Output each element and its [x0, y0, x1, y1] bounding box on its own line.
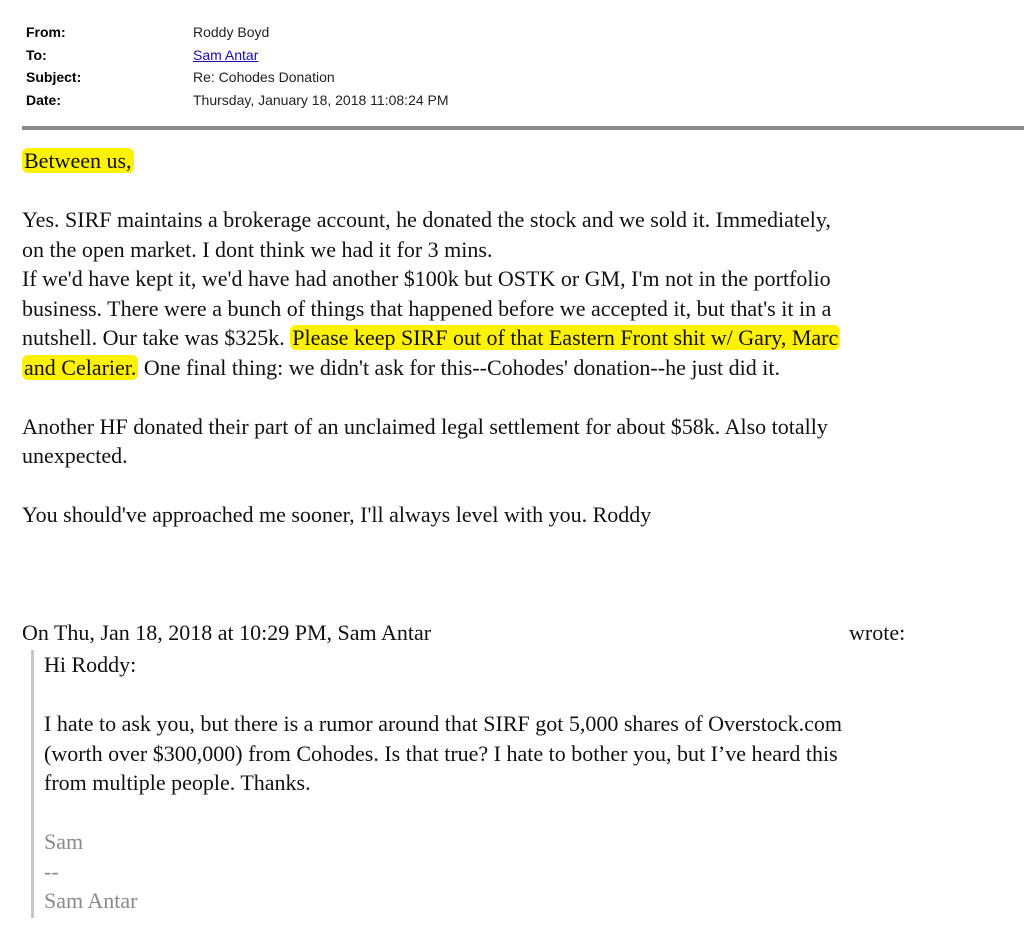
- spacer: [44, 798, 1014, 828]
- from-label: From:: [26, 24, 66, 40]
- subject-label: Subject:: [26, 69, 82, 85]
- plain-text: nutshell. Our take was $325k.: [22, 325, 291, 350]
- paragraph-line: Yes. SIRF maintains a brokerage account, he donated the stock and we sold it. Immediately,: [22, 207, 831, 232]
- signature-separator: --: [44, 858, 59, 884]
- highlighted-text: Please keep SIRF out of that Eastern Front shit w/ Gary, Marc: [292, 325, 839, 350]
- quote-attribution: On Thu, Jan 18, 2018 at 10:29 PM, Sam Antar: [22, 620, 432, 645]
- highlighted-text: and Celarier.: [24, 354, 137, 380]
- paragraph-line: [22, 353, 1022, 383]
- quoted-line: (worth over $300,000) from Cohodes. Is that true? I hate to bother you, but I’ve heard this: [44, 740, 838, 766]
- from-value: Roddy Boyd: [193, 24, 270, 40]
- plain-text: One final thing: we didn't ask for this--Cohodes' donation--he just did it.: [138, 354, 780, 380]
- paragraph-line: You should've approached me sooner, I'll always level with you. Roddy: [22, 502, 652, 527]
- date-label: Date:: [26, 91, 62, 108]
- paragraph-line: Another HF donated their part of an unclaimed legal settlement for about $58k. Also totally: [22, 413, 828, 439]
- subject-value: Re: Cohodes Donation: [193, 69, 335, 85]
- paragraph-line: business. There were a bunch of things that happened before we accepted it, but that's it in a: [22, 295, 832, 321]
- paragraph-line: unexpected.: [22, 443, 128, 468]
- greeting-highlight: Between us,: [24, 148, 132, 173]
- message-body: [22, 146, 1022, 530]
- to-label: To:: [26, 46, 47, 63]
- date-value: Thursday, January 18, 2018 11:08:24 PM: [193, 91, 449, 108]
- quoted-line: I hate to ask you, but there is a rumor around that SIRF got 5,000 shares of Overstock.com: [44, 711, 842, 736]
- greeting: [22, 146, 1022, 176]
- spacer: [22, 471, 1022, 501]
- spacer: [22, 176, 1022, 206]
- paragraph-line: If we'd have kept it, we'd have had another $100k but OSTK or GM, I'm not in the portfolio: [22, 266, 831, 291]
- signature-name: Sam: [44, 829, 84, 854]
- spacer: [22, 382, 1022, 412]
- signature-full-name: Sam Antar: [44, 888, 138, 913]
- quoted-line: from multiple people. Thanks.: [44, 770, 311, 795]
- spacer: [44, 680, 1014, 710]
- quoted-greeting: Hi Roddy:: [44, 652, 137, 677]
- paragraph-line: [22, 323, 1022, 353]
- quoted-message: [31, 650, 1019, 918]
- paragraph-line: on the open market. I dont think we had it for 3 mins.: [22, 236, 493, 262]
- header-divider: [22, 126, 1024, 130]
- to-recipient-link[interactable]: Sam Antar: [193, 46, 259, 63]
- quoted-body: [44, 650, 1014, 916]
- quote-wrote: wrote:: [849, 620, 906, 645]
